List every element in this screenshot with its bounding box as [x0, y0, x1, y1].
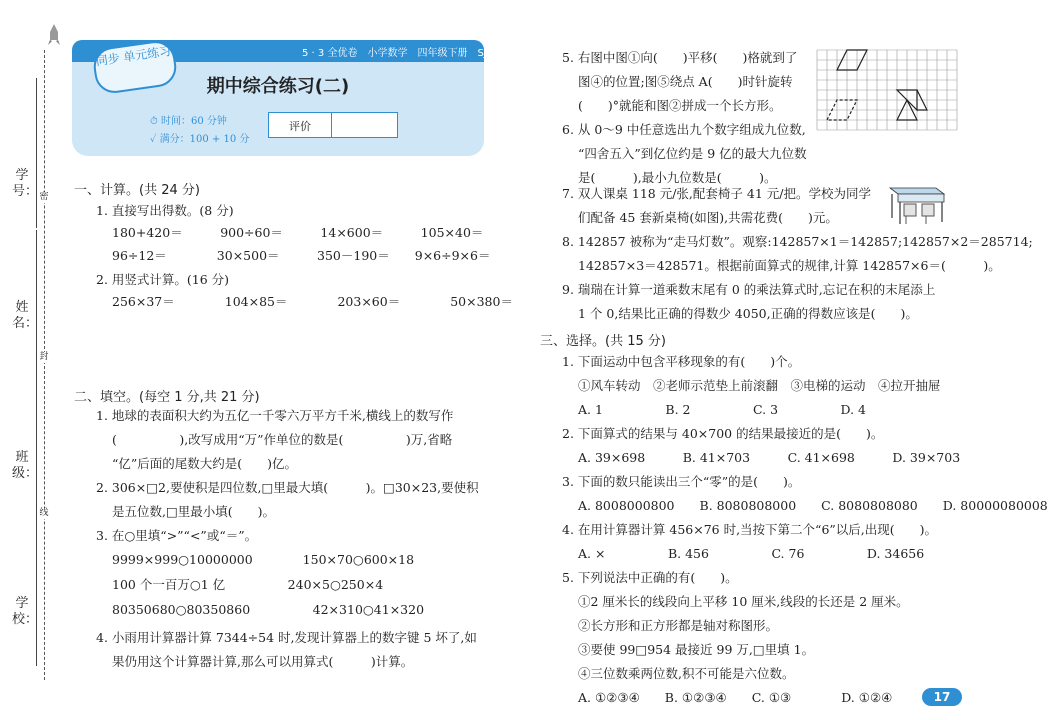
page-title: 期中综合练习(二): [206, 76, 350, 97]
clock-icon: ⏱: [150, 116, 158, 127]
question-line: ②长方形和正方形都是轴对称图形。: [578, 618, 779, 633]
question-line: 是五位数,□里最小填( )。: [112, 504, 276, 519]
question-line: 100 个一百万○1 亿 240×5○250×4: [112, 577, 384, 592]
section-heading: 一、计算。(共 24 分): [74, 183, 200, 198]
question-line: 142857×3＝428571。根据前面算式的规律,计算 142857×6＝( )。: [578, 258, 1001, 273]
class-label: 班级：: [12, 450, 39, 481]
question-line: A. ①②③④ B. ①②③④ C. ①③ D. ①②④: [578, 690, 893, 705]
binding-line: [44, 50, 45, 680]
grid-figure: [817, 50, 957, 130]
question-line: 180+420＝ 900÷60＝ 14×600＝ 105×40＝: [112, 225, 484, 240]
question-line: 2. 306×□2,要使积是四位数,□里最大填( )。□30×23,要使积: [96, 480, 479, 495]
question-line: 96÷12＝ 30×500＝ 350－190＝ 9×6÷9×6＝: [112, 248, 491, 263]
check-icon: ✓: [150, 134, 157, 145]
class-field[interactable]: [8, 450, 38, 520]
question-line: 5. 下列说法中正确的有( )。: [562, 570, 738, 585]
worksheet-header: [72, 40, 487, 158]
school-field[interactable]: [8, 596, 38, 666]
evaluation-box[interactable]: [268, 112, 398, 138]
binding-strip: [0, 0, 70, 720]
question-line: 1. 地球的表面积大约为五亿一千零六万平方千米,横线上的数写作: [96, 408, 454, 423]
question-line: ( ),改写成用“万”作单位的数是( )万,省略: [112, 432, 453, 447]
seal-xian: 线: [39, 508, 49, 518]
seal-feng: 封: [39, 352, 49, 362]
evaluation-label: 评价: [289, 120, 311, 133]
question-line: 3. 在○里填“>”“<”或“＝”。: [96, 528, 258, 543]
question-line: 5. 右图中图①向( )平移( )格就到了: [562, 50, 798, 65]
question-line: 7. 双人课桌 118 元/张,配套椅子 41 元/把。学校为同学: [562, 186, 871, 201]
seal-mi: 密: [39, 192, 49, 202]
question-line: 6. 从 0～9 中任意选出九个数字组成九位数,: [562, 122, 806, 137]
time-info: ⏱ 时间：60 分钟: [150, 116, 227, 127]
desk-chair-figure: [886, 178, 946, 226]
question-line: A. 1 B. 2 C. 3 D. 4: [578, 402, 867, 417]
rocket-icon: [48, 24, 60, 46]
question-line: “亿”后面的尾数大约是( )亿。: [112, 456, 298, 471]
student-id-field[interactable]: [8, 168, 38, 238]
question-line: 9999×999○10000000 150×70○600×18: [112, 552, 415, 567]
question-line: 4. 小雨用计算器计算 7344÷54 时,发现计算器上的数字键 5 坏了,如: [96, 630, 477, 645]
question-line: 8. 142857 被称为“走马灯数”。观察:142857×1＝142857;142857×2＝285714;: [562, 234, 1033, 249]
question-line: 是( ),最小九位数是( )。: [578, 170, 777, 185]
question-line: ③要使 99□954 最接近 99 万,□里填 1。: [578, 642, 815, 657]
question-line: 80350680○80350860 42×310○41×320: [112, 602, 425, 617]
question-line: 图④的位置;图⑤绕点 A( )时针旋转: [578, 74, 793, 89]
question-line: ①2 厘米长的线段向上平移 10 厘米,线段的长还是 2 厘米。: [578, 594, 909, 609]
question-line: ④三位数乘两位数,积不可能是六位数。: [578, 666, 795, 681]
question-line: 们配备 45 套新桌椅(如图),共需花费( )元。: [578, 210, 838, 225]
question-line: 4. 在用计算器计算 456×76 时,当按下第二个“6”以后,出现( )。: [562, 522, 938, 537]
name-field[interactable]: [8, 300, 38, 370]
question-line: ( )°就能和图②拼成一个长方形。: [578, 98, 782, 113]
question-line: 1 个 0,结果比正确的得数少 4050,正确的得数应该是( )。: [578, 306, 918, 321]
question-line: A. 39×698 B. 41×703 C. 41×698 D. 39×703: [578, 450, 961, 465]
section-heading: 三、选择。(共 15 分): [540, 334, 666, 349]
unit-practice-badge: 同步 单元练习: [91, 39, 179, 96]
section-heading: 二、填空。(每空 1 分,共 21 分): [74, 390, 260, 405]
name-label: 姓名：: [12, 300, 39, 331]
question-line: 1. 直接写出得数。(8 分): [96, 203, 234, 218]
score-info: ✓ 满分：100 + 10 分: [150, 134, 250, 145]
question-line: 2. 用竖式计算。(16 分): [96, 272, 230, 287]
question-line: 2. 下面算式的结果与 40×700 的结果最接近的是( )。: [562, 426, 884, 441]
question-line: 1. 下面运动中包含平移现象的有( )个。: [562, 354, 801, 369]
series-label: 5 · 3 全优卷 小学数学 四年级下册 SJ: [302, 48, 487, 59]
student-id-label: 学号：: [12, 168, 39, 199]
question-line: 3. 下面的数只能读出三个“零”的是( )。: [562, 474, 801, 489]
question-line: “四舍五入”到亿位约是 9 亿的最大九位数: [578, 146, 807, 161]
page-number: 17: [922, 688, 962, 706]
question-line: 果仍用这个计算器计算,那么可以用算式( )计算。: [112, 654, 414, 669]
question-line: A. × B. 456 C. 76 D. 34656: [578, 546, 925, 561]
question-line: A. 8008000800 B. 8080808000 C. 8080808080 D. 80000080008: [578, 498, 1048, 513]
question-line: 256×37＝ 104×85＝ 203×60＝ 50×380＝: [112, 294, 513, 309]
school-label: 学校：: [12, 596, 39, 627]
question-line: ①风车转动 ②老师示范垫上前滚翻 ③电梯的运动 ④拉开抽屉: [578, 378, 941, 393]
question-line: 9. 瑞瑞在计算一道乘数末尾有 0 的乘法算式时,忘记在积的末尾添上: [562, 282, 936, 297]
